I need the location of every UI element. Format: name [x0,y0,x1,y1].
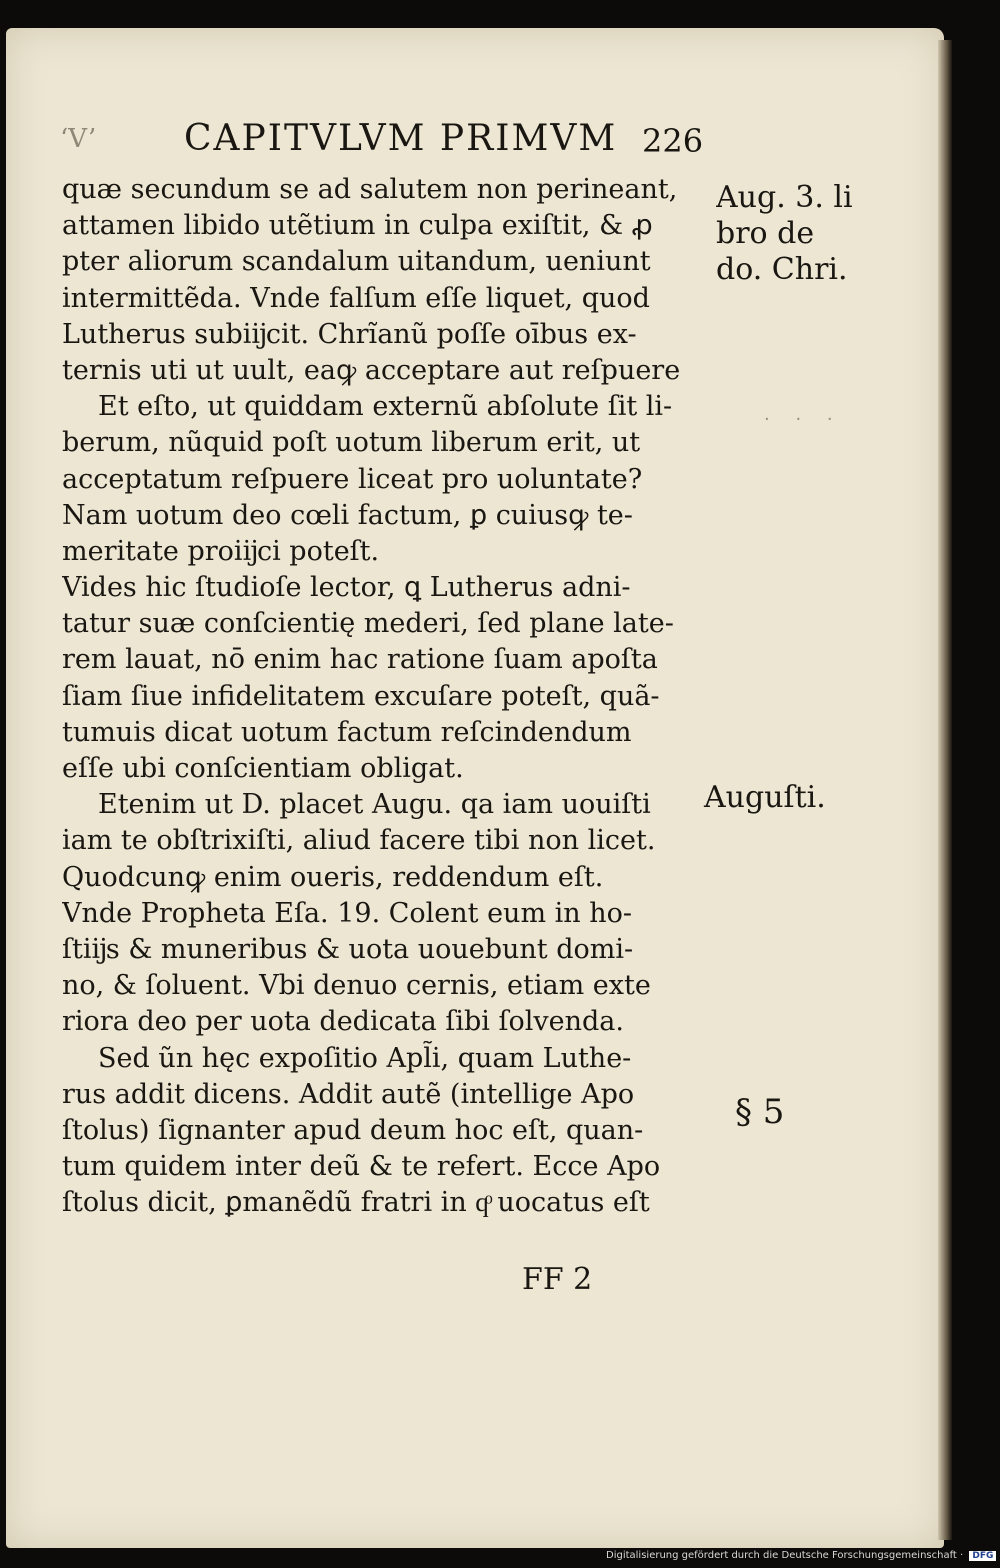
faint-bleed-mark: ‘V’ [60,124,97,154]
text-line: Etenim ut D. placet Augu. qa iam uouiſti [98,789,651,821]
running-head [60,118,720,168]
margin-dots: . . . [764,404,843,425]
text-line: ſtiĳs & muneribus & uota uouebunt domi- [62,933,634,965]
text-line: rus addit dicens. Addit autẽ (intellige Apo [62,1078,635,1110]
page-edge [938,40,952,1540]
text-line: rem lauat, nō enim hac ratione ſuam apoſta [62,644,658,676]
margin-section-mark: § 5 [735,1092,785,1132]
text-line: Vnde Propheta Eſa. 19. Colent eum in ho- [62,897,633,929]
main-text-block [62,172,712,1221]
text-line: Quodcunꝙ enim oueris, reddendum eſt. [62,861,604,893]
text-line: riora deo per uota dedicata ſibi ſolvenda. [62,1006,624,1038]
text-line: acceptatum reſpuere liceat pro uoluntate? [62,463,643,495]
text-line: ſtolus dicit, ꝑmanẽdũ fratri in qͦ uocatus eſt [62,1187,650,1219]
margin-note-augustine-reference [716,180,853,289]
text-line: ſtolus) ſignanter apud deum hoc eſt, quan- [62,1114,644,1146]
text-line: no, & ſoluent. Vbi denuo cernis, etiam exte [62,970,651,1002]
text-line: quæ secundum se ad salutem non perineant, [62,174,678,205]
text-line: tumuis dicat uotum factum reſcindendum [62,716,632,748]
running-title: CAPITVLVM PRIMVM [184,118,618,159]
text-line: Et eſto, ut quiddam externũ abſolute ſit li- [98,391,673,423]
signature-mark: FF 2 [522,1262,593,1297]
margin-note-line: do. Chri. [716,252,848,288]
credit-text: Digitalisierung gefördert durch die Deutsche Forschungsgemeinschaft · [606,1550,964,1561]
text-line: Vides hic ſtudioſe lector, ꝗ Lutherus adni- [62,572,631,604]
text-line: pter aliorum scandalum uitandum, ueniunt [62,246,651,278]
text-line: meritate proiĳci poteſt. [62,535,380,567]
margin-note-line: bro de [716,216,815,252]
text-line: attamen libido utẽtium in culpa exiſtit, & ꝓ [62,210,653,242]
text-line: eſſe ubi conſcientiam obligat. [62,753,464,784]
text-line: intermittẽda. Vnde falſum eſſe liquet, quod [62,282,650,314]
text-line: ternis uti ut uult, eaꝙ acceptare aut reſpuere [62,354,681,386]
margin-note-augusti: Auguſti. [704,780,826,815]
text-line: tum quidem inter deũ & te refert. Ecce Apo [62,1151,661,1183]
text-line: tatur suæ conſcientię mederi, ſed plane late- [62,608,674,640]
digitization-credit [606,1550,996,1561]
margin-note-line: Aug. 3. li [716,180,853,215]
text-line: ſiam ſiue infidelitatem excuſare poteſt, quã- [62,680,660,712]
text-line: Nam uotum deo cœli factum, ꝑ cuiusꝙ te- [62,499,633,531]
text-line: Lutherus subiĳcit. Chrĩanũ poſſe oībus ex- [62,318,637,350]
dfg-logo: DFG [969,1551,996,1561]
text-line: Sed ũn hęc expoſitio Apl̃i, quam Luthe- [98,1042,632,1074]
folio-number: 226 [642,122,704,160]
text-line: iam te obſtrixiſti, aliud facere tibi non licet. [62,825,656,857]
text-line: berum, nũquid poſt uotum liberum erit, ut [62,427,641,459]
